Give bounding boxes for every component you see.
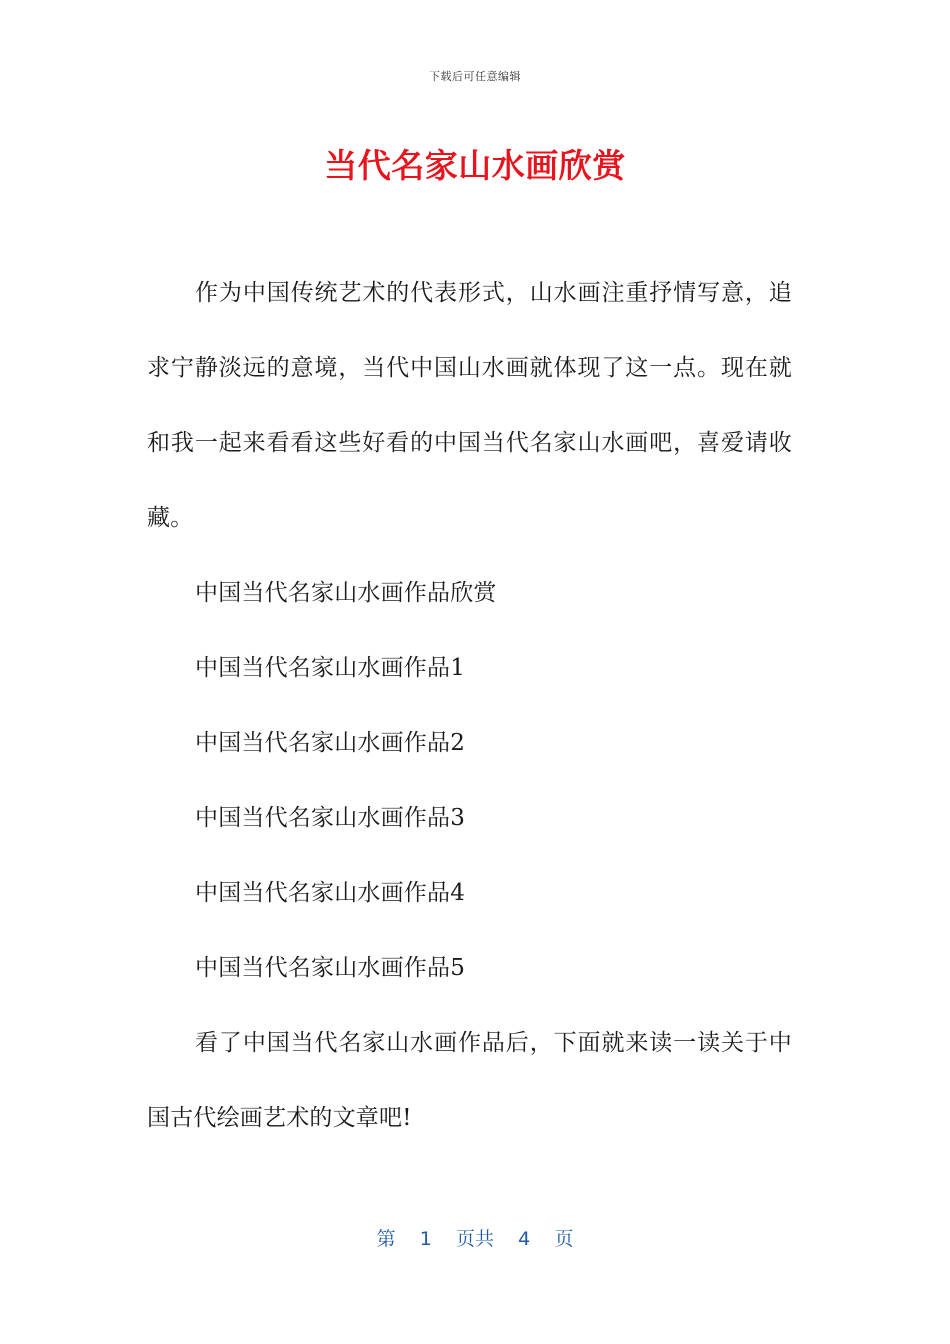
footer-current-page: 1 (419, 1228, 432, 1250)
paragraph-intro: 作为中国传统艺术的代表形式，山水画注重抒情写意，追求宁静淡远的意境，当代中国山水画就体现了这一点。现在就和我一起来看看这些好看的中国当代名家山水画吧，喜爱请收藏。 (147, 280, 792, 531)
paragraph-artwork-2: 中国当代名家山水画作品2 (195, 730, 466, 756)
footer-suffix: 页 (554, 1228, 574, 1250)
footer-middle: 页共 (455, 1228, 494, 1250)
footer-prefix: 第 (376, 1228, 396, 1250)
page-title: 当代名家山水画欣赏 (324, 146, 626, 185)
paragraph-artwork-4: 中国当代名家山水画作品4 (195, 880, 466, 906)
paragraph-artwork-1: 中国当代名家山水画作品1 (195, 655, 466, 681)
document-body (147, 256, 792, 1156)
paragraph-artwork-5: 中国当代名家山水画作品5 (195, 955, 466, 981)
footer-total-pages: 4 (518, 1228, 531, 1250)
header-note: 下载后可任意编辑 (429, 70, 521, 83)
paragraph-section-heading: 中国当代名家山水画作品欣赏 (195, 580, 497, 606)
paragraph-conclusion: 看了中国当代名家山水画作品后，下面就来读一读关于中国古代绘画艺术的文章吧! (147, 1030, 792, 1131)
paragraph-artwork-3: 中国当代名家山水画作品3 (195, 805, 466, 831)
page-number-footer (0, 1224, 950, 1251)
